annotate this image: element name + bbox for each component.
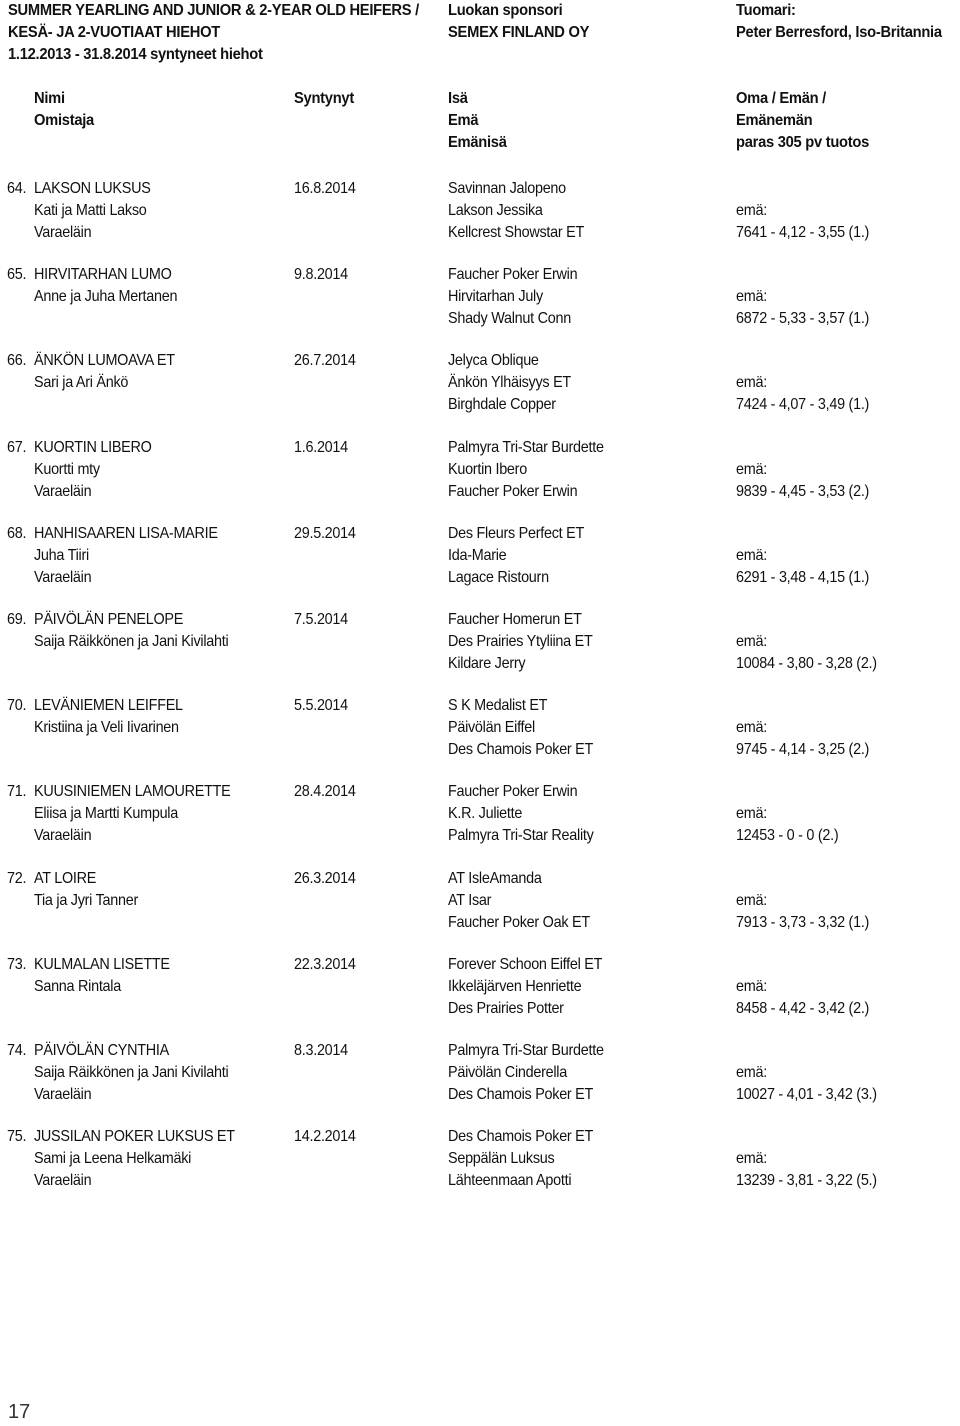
owner-name: Saija Räikkönen ja Jani Kivilahti	[34, 633, 229, 650]
animal-name: HIRVITARHAN LUMO	[34, 266, 172, 283]
animal-name: JUSSILAN POKER LUKSUS ET	[34, 1128, 235, 1145]
column-header-line: Isä	[448, 90, 468, 107]
production-record: 6291 - 3,48 - 4,15 (1.)	[736, 569, 870, 586]
column-header-line: Oma / Emän /	[736, 90, 826, 107]
production-record: 10084 - 3,80 - 3,28 (2.)	[736, 655, 877, 672]
owner-name: Eliisa ja Martti Kumpula	[34, 805, 178, 822]
owner-name: Sanna Rintala	[34, 978, 121, 995]
animal-name: LEVÄNIEMEN LEIFFEL	[34, 697, 183, 714]
page-number: 17	[8, 1401, 31, 1423]
animal-name: LAKSON LUKSUS	[34, 180, 151, 197]
sire-name: Palmyra Tri-Star Burdette	[448, 439, 604, 456]
column-header-production	[736, 88, 869, 154]
reserve-note: Varaeläin	[34, 1172, 92, 1189]
dam-sire-name: Lagace Ristourn	[448, 569, 549, 586]
birth-date: 7.5.2014	[294, 611, 348, 628]
dam-label: emä:	[736, 547, 767, 564]
column-header-line: Omistaja	[34, 112, 94, 129]
dam-name: Ida-Marie	[448, 547, 507, 564]
dam-sire-name: Lähteenmaan Apotti	[448, 1172, 572, 1189]
animal-name: KUUSINIEMEN LAMOURETTE	[34, 783, 231, 800]
sire-name: Des Chamois Poker ET	[448, 1128, 594, 1145]
production-record: 7641 - 4,12 - 3,55 (1.)	[736, 224, 870, 241]
production-record: 13239 - 3,81 - 3,22 (5.)	[736, 1172, 877, 1189]
owner-name: Juha Tiiri	[34, 547, 89, 564]
dam-name: Kuortin Ibero	[448, 461, 527, 478]
sire-name: Palmyra Tri-Star Burdette	[448, 1042, 604, 1059]
dam-label: emä:	[736, 1150, 767, 1167]
animal-name: AT LOIRE	[34, 870, 97, 887]
dam-name: Päivölän Cinderella	[448, 1064, 567, 1081]
dam-label: emä:	[736, 805, 767, 822]
class-title-line: SUMMER YEARLING AND JUNIOR & 2-YEAR OLD HEIFERS /	[8, 2, 419, 19]
birth-date: 26.7.2014	[294, 352, 356, 369]
birth-date: 16.8.2014	[294, 180, 356, 197]
animal-name: ÄNKÖN LUMOAVA ET	[34, 352, 175, 369]
owner-name: Anne ja Juha Mertanen	[34, 288, 178, 305]
animal-name: KULMALAN LISETTE	[34, 956, 170, 973]
birth-date: 14.2.2014	[294, 1128, 356, 1145]
column-header-name	[34, 88, 94, 132]
entry-row	[0, 523, 960, 589]
entry-number: 74.	[7, 1042, 27, 1059]
sire-name: Savinnan Jalopeno	[448, 180, 566, 197]
entry-row	[0, 437, 960, 503]
dam-label: emä:	[736, 1064, 767, 1081]
entry-number: 64.	[7, 180, 27, 197]
entry-row	[0, 781, 960, 847]
dam-sire-name: Des Prairies Potter	[448, 1000, 564, 1017]
judge-name: Peter Berresford, Iso-Britannia	[736, 24, 942, 41]
sire-name: AT IsleAmanda	[448, 870, 542, 887]
sire-name: Forever Schoon Eiffel ET	[448, 956, 603, 973]
reserve-note: Varaeläin	[34, 569, 92, 586]
entry-row	[0, 1126, 960, 1192]
entry-row	[0, 350, 960, 416]
dam-sire-name: Des Chamois Poker ET	[448, 741, 594, 758]
production-record: 7424 - 4,07 - 3,49 (1.)	[736, 396, 870, 413]
production-record: 9745 - 4,14 - 3,25 (2.)	[736, 741, 870, 758]
sire-name: Faucher Poker Erwin	[448, 266, 578, 283]
owner-name: Sami ja Leena Helkamäki	[34, 1150, 192, 1167]
birth-date: 1.6.2014	[294, 439, 348, 456]
sire-name: Jelyca Oblique	[448, 352, 539, 369]
birth-date: 9.8.2014	[294, 266, 348, 283]
dam-label: emä:	[736, 633, 767, 650]
dam-name: K.R. Juliette	[448, 805, 523, 822]
owner-name: Kati ja Matti Lakso	[34, 202, 147, 219]
production-record: 9839 - 4,45 - 3,53 (2.)	[736, 483, 870, 500]
dam-name: Päivölän Eiffel	[448, 719, 535, 736]
dam-sire-name: Palmyra Tri-Star Reality	[448, 827, 594, 844]
dam-sire-name: Kellcrest Showstar ET	[448, 224, 584, 241]
class-title-line: 1.12.2013 - 31.8.2014 syntyneet hiehot	[8, 46, 263, 63]
dam-name: AT Isar	[448, 892, 492, 909]
dam-sire-name: Shady Walnut Conn	[448, 310, 571, 327]
dam-label: emä:	[736, 288, 767, 305]
entry-number: 72.	[7, 870, 27, 887]
reserve-note: Varaeläin	[34, 224, 92, 241]
production-record: 8458 - 4,42 - 3,42 (2.)	[736, 1000, 870, 1017]
column-header-line: paras 305 pv tuotos	[736, 134, 870, 151]
animal-name: HANHISAAREN LISA-MARIE	[34, 525, 218, 542]
animal-name: PÄIVÖLÄN PENELOPE	[34, 611, 184, 628]
owner-name: Kuortti mty	[34, 461, 100, 478]
sponsor-name: SEMEX FINLAND OY	[448, 24, 590, 41]
owner-name: Sari ja Ari Änkö	[34, 374, 129, 391]
dam-sire-name: Faucher Poker Erwin	[448, 483, 578, 500]
entry-number: 66.	[7, 352, 27, 369]
reserve-note: Varaeläin	[34, 483, 92, 500]
column-header-line: Emänisä	[448, 134, 507, 151]
owner-name: Tia ja Jyri Tanner	[34, 892, 138, 909]
birth-date: 29.5.2014	[294, 525, 356, 542]
owner-name: Saija Räikkönen ja Jani Kivilahti	[34, 1064, 229, 1081]
column-header-line: Emänemän	[736, 112, 813, 129]
birth-date: 26.3.2014	[294, 870, 356, 887]
entry-number: 75.	[7, 1128, 27, 1145]
dam-sire-name: Kildare Jerry	[448, 655, 526, 672]
entry-row	[0, 695, 960, 761]
entry-number: 65.	[7, 266, 27, 283]
birth-date: 5.5.2014	[294, 697, 348, 714]
production-record: 10027 - 4,01 - 3,42 (3.)	[736, 1086, 877, 1103]
reserve-note: Varaeläin	[34, 827, 92, 844]
dam-label: emä:	[736, 461, 767, 478]
birth-date: 22.3.2014	[294, 956, 356, 973]
class-title-line: KESÄ- JA 2-VUOTIAAT HIEHOT	[8, 24, 221, 41]
dam-label: emä:	[736, 978, 767, 995]
production-record: 12453 - 0 - 0 (2.)	[736, 827, 839, 844]
entry-number: 70.	[7, 697, 27, 714]
dam-label: emä:	[736, 202, 767, 219]
entry-number: 67.	[7, 439, 27, 456]
column-header-pedigree	[448, 88, 507, 154]
dam-sire-name: Des Chamois Poker ET	[448, 1086, 594, 1103]
dam-name: Lakson Jessika	[448, 202, 543, 219]
dam-name: Seppälän Luksus	[448, 1150, 555, 1167]
dam-name: Ikkeläjärven Henriette	[448, 978, 582, 995]
sire-name: Faucher Homerun ET	[448, 611, 582, 628]
sponsor-label: Luokan sponsori	[448, 2, 563, 19]
column-header-line: Emä	[448, 112, 479, 129]
dam-label: emä:	[736, 374, 767, 391]
entry-number: 71.	[7, 783, 27, 800]
sire-name: S K Medalist ET	[448, 697, 548, 714]
entry-row	[0, 609, 960, 675]
judge-label: Tuomari:	[736, 2, 796, 19]
entry-number: 68.	[7, 525, 27, 542]
animal-name: KUORTIN LIBERO	[34, 439, 152, 456]
entry-number: 73.	[7, 956, 27, 973]
sire-name: Faucher Poker Erwin	[448, 783, 578, 800]
sire-name: Des Fleurs Perfect ET	[448, 525, 584, 542]
column-header-line: Syntynyt	[294, 90, 354, 107]
reserve-note: Varaeläin	[34, 1086, 92, 1103]
entry-row	[0, 1040, 960, 1106]
dam-sire-name: Faucher Poker Oak ET	[448, 914, 590, 931]
production-record: 6872 - 5,33 - 3,57 (1.)	[736, 310, 870, 327]
dam-sire-name: Birghdale Copper	[448, 396, 556, 413]
birth-date: 8.3.2014	[294, 1042, 348, 1059]
entry-row	[0, 264, 960, 330]
entry-row	[0, 868, 960, 934]
dam-label: emä:	[736, 892, 767, 909]
dam-name: Änkön Ylhäisyys ET	[448, 374, 571, 391]
entry-row	[0, 954, 960, 1020]
animal-name: PÄIVÖLÄN CYNTHIA	[34, 1042, 169, 1059]
sponsor-block	[448, 0, 589, 44]
column-header-born	[294, 88, 354, 110]
dam-name: Hirvitarhan July	[448, 288, 543, 305]
dam-name: Des Prairies Ytyliina ET	[448, 633, 593, 650]
production-record: 7913 - 3,73 - 3,32 (1.)	[736, 914, 870, 931]
class-title	[8, 0, 419, 66]
judge-block	[736, 0, 942, 44]
column-header-line: Nimi	[34, 90, 65, 107]
owner-name: Kristiina ja Veli Iivarinen	[34, 719, 179, 736]
entry-number: 69.	[7, 611, 27, 628]
entry-row	[0, 178, 960, 244]
birth-date: 28.4.2014	[294, 783, 356, 800]
dam-label: emä:	[736, 719, 767, 736]
